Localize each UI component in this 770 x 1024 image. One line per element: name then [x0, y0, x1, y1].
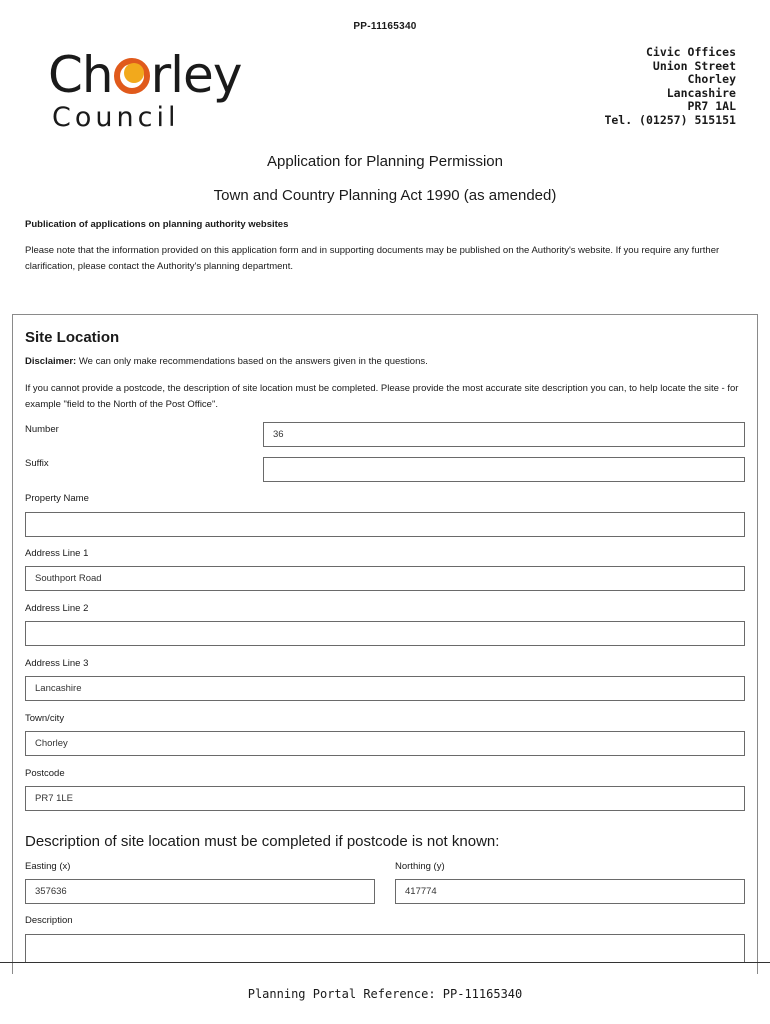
town-city-label: Town/city — [25, 713, 65, 724]
address-line: Civic Offices — [645, 45, 736, 59]
property-name-field[interactable] — [25, 512, 745, 537]
address-line: Chorley — [687, 72, 736, 87]
address-line: Union Street — [652, 58, 736, 73]
postcode-field[interactable]: PR7 1LE — [25, 786, 745, 811]
site-location-instruction: If you cannot provide a postcode, the description of site location must be completed. Please provide the most accurate site description you can, to help locate the site - for example "field to the North of the Post Office". — [25, 383, 739, 410]
publication-text: Please note that the information provided on this application form and in supporting documents may be published on the Authority's website. If you require any further clarification, please contact the Authority's planning department. — [25, 245, 720, 272]
address-line: PR7 1AL — [687, 99, 736, 114]
address-line-3-field[interactable]: Lancashire — [25, 676, 745, 701]
description-label: Description — [25, 915, 73, 926]
easting-field[interactable]: 357636 — [25, 879, 375, 904]
northing-field[interactable]: 417774 — [395, 879, 745, 904]
form-subtitle: Town and Country Planning Act 1990 (as amended) — [213, 187, 557, 204]
chorley-council-logo — [48, 46, 268, 134]
address-line-3-label: Address Line 3 — [25, 658, 89, 669]
address-line-2-label: Address Line 2 — [25, 603, 89, 614]
disclaimer-label: Disclaimer: — [25, 356, 77, 367]
logo-word-chorley: Ch rley — [48, 46, 242, 104]
description-field[interactable] — [25, 934, 745, 962]
town-city-field[interactable]: Chorley — [25, 731, 745, 756]
reference-number-top: PP-11165340 — [353, 21, 417, 32]
suffix-label: Suffix — [25, 458, 49, 469]
property-name-label: Property Name — [25, 493, 89, 504]
publication-heading: Publication of applications on planning authority websites — [25, 219, 289, 230]
address-line: Lancashire — [666, 85, 736, 100]
disclaimer-text: We can only make recommendations based on the answers given in the questions. — [76, 356, 428, 367]
logo-o-mark-icon — [114, 58, 150, 94]
footer-divider — [0, 962, 770, 963]
form-title: Application for Planning Permission — [267, 153, 503, 170]
address-phone: Tel. (01257) 515151 — [604, 112, 736, 127]
section-title: Site Location — [25, 329, 120, 346]
disclaimer — [25, 356, 428, 367]
easting-label: Easting (x) — [25, 861, 71, 872]
description-section-title: Description of site location must be completed if postcode is not known: — [25, 833, 500, 850]
number-field[interactable]: 36 — [263, 422, 745, 447]
address-line-1-field[interactable]: Southport Road — [25, 566, 745, 591]
footer-reference: Planning Portal Reference: PP-11165340 — [247, 987, 523, 1001]
address-line-2-field[interactable] — [25, 621, 745, 646]
northing-label: Northing (y) — [395, 861, 445, 872]
logo-word-council: Council — [52, 102, 180, 133]
council-address — [604, 46, 736, 128]
number-label: Number — [25, 424, 59, 435]
suffix-field[interactable] — [263, 457, 745, 482]
postcode-label: Postcode — [25, 768, 65, 779]
address-line-1-label: Address Line 1 — [25, 548, 89, 559]
